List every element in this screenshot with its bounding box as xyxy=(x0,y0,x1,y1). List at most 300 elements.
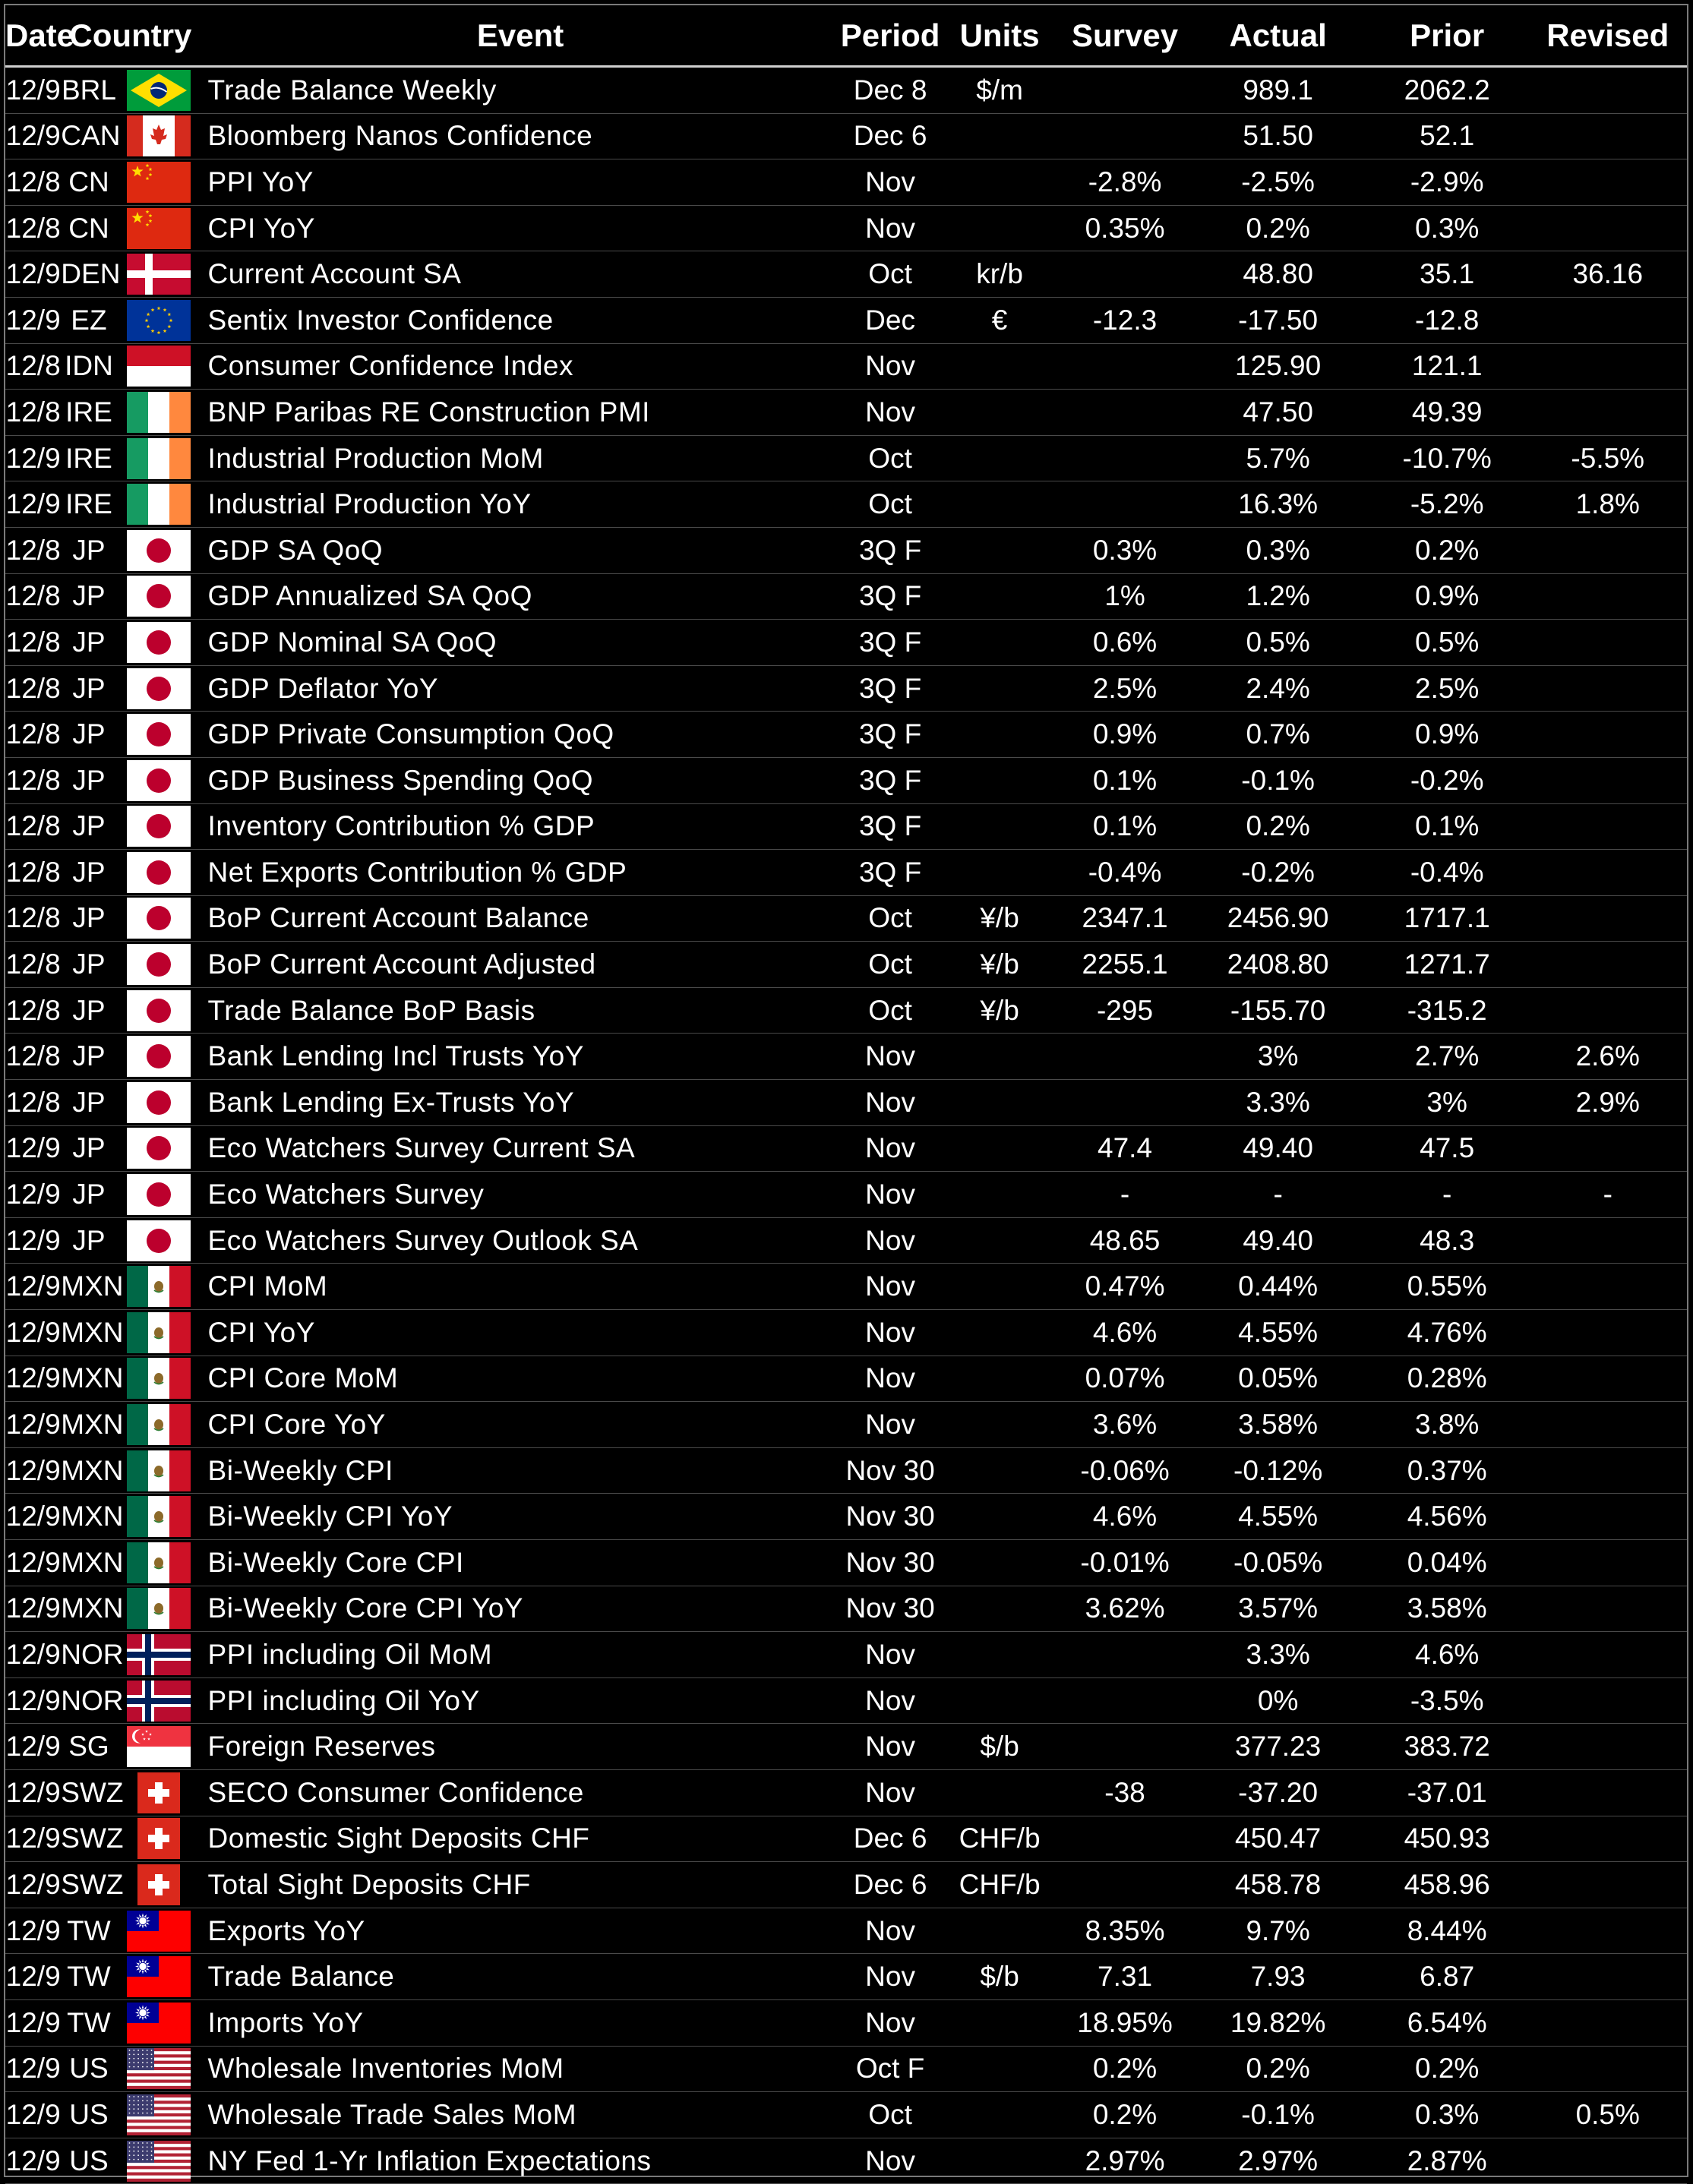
units-cell xyxy=(940,757,1060,803)
event-cell: Wholesale Inventories MoM xyxy=(201,2046,841,2092)
units-cell xyxy=(940,1356,1060,1402)
units-cell: $/m xyxy=(940,67,1060,114)
revised-cell xyxy=(1529,343,1687,390)
period-cell: Nov xyxy=(841,1172,940,1218)
flag-cell xyxy=(117,113,201,159)
ireland-flag-icon xyxy=(127,392,191,433)
country-cell: TW xyxy=(61,1954,116,2000)
period-cell: Nov xyxy=(841,1034,940,1080)
period-cell: 3Q F xyxy=(841,620,940,666)
flag-cell xyxy=(117,1816,201,1862)
period-cell: Oct xyxy=(841,942,940,988)
revised-cell xyxy=(1529,159,1687,206)
prior-cell: 1717.1 xyxy=(1366,895,1529,942)
units-cell xyxy=(940,390,1060,436)
prior-cell: 0.3% xyxy=(1366,2092,1529,2138)
date-cell: 12/8 xyxy=(5,343,61,390)
date-cell: 12/9 xyxy=(5,1494,61,1540)
revised-cell xyxy=(1529,1816,1687,1862)
usa-flag-icon xyxy=(127,2048,191,2089)
prior-cell: 47.5 xyxy=(1366,1125,1529,1172)
units-cell xyxy=(940,205,1060,251)
actual-cell: 0.05% xyxy=(1190,1356,1365,1402)
table-row xyxy=(5,757,1687,803)
revised-cell xyxy=(1529,573,1687,620)
revised-cell xyxy=(1529,1954,1687,2000)
units-cell xyxy=(940,1494,1060,1540)
table-row xyxy=(5,67,1687,114)
actual-cell: -37.20 xyxy=(1190,1769,1365,1816)
actual-cell: 0.7% xyxy=(1190,712,1365,758)
survey-cell: 47.4 xyxy=(1060,1125,1191,1172)
date-cell: 12/8 xyxy=(5,712,61,758)
taiwan-flag-icon xyxy=(127,2003,191,2044)
period-cell: Nov xyxy=(841,1356,940,1402)
country-cell: NOR xyxy=(61,1677,116,1724)
event-cell: GDP Annualized SA QoQ xyxy=(201,573,841,620)
date-cell: 12/9 xyxy=(5,2138,61,2184)
japan-flag-icon xyxy=(127,852,191,893)
country-cell: US xyxy=(61,2046,116,2092)
actual-cell: 48.80 xyxy=(1190,251,1365,298)
japan-flag-icon xyxy=(127,806,191,847)
revised-cell xyxy=(1529,1494,1687,1540)
revised-cell xyxy=(1529,113,1687,159)
revised-cell xyxy=(1529,1586,1687,1632)
units-cell: $/b xyxy=(940,1724,1060,1770)
date-cell: 12/8 xyxy=(5,803,61,850)
singapore-flag-icon xyxy=(127,1726,191,1767)
actual-cell: -155.70 xyxy=(1190,987,1365,1034)
survey-cell: 4.6% xyxy=(1060,1310,1191,1356)
prior-cell: 0.1% xyxy=(1366,803,1529,850)
actual-cell: 458.78 xyxy=(1190,1862,1365,1908)
revised-cell xyxy=(1529,1677,1687,1724)
survey-cell: 0.47% xyxy=(1060,1264,1191,1310)
revised-cell xyxy=(1529,1402,1687,1448)
country-cell: MXN xyxy=(61,1447,116,1494)
actual-cell: 7.93 xyxy=(1190,1954,1365,2000)
units-cell: $/b xyxy=(940,1954,1060,2000)
flag-cell xyxy=(117,620,201,666)
prior-cell: 1271.7 xyxy=(1366,942,1529,988)
event-cell: Industrial Production YoY xyxy=(201,481,841,528)
flag-cell xyxy=(117,665,201,712)
table-row xyxy=(5,2138,1687,2184)
flag-cell xyxy=(117,1724,201,1770)
date-cell: 12/9 xyxy=(5,251,61,298)
japan-flag-icon xyxy=(127,530,191,571)
country-cell: JP xyxy=(61,1034,116,1080)
date-cell: 12/9 xyxy=(5,1769,61,1816)
event-cell: Trade Balance Weekly xyxy=(201,67,841,114)
units-cell: kr/b xyxy=(940,251,1060,298)
revised-cell xyxy=(1529,757,1687,803)
ireland-flag-icon xyxy=(127,438,191,479)
date-cell: 12/9 xyxy=(5,113,61,159)
flag-cell xyxy=(117,1954,201,2000)
survey-cell: - xyxy=(1060,1172,1191,1218)
actual-cell: 49.40 xyxy=(1190,1125,1365,1172)
table-row xyxy=(5,712,1687,758)
prior-cell: 2.87% xyxy=(1366,2138,1529,2184)
prior-cell: -10.7% xyxy=(1366,435,1529,481)
revised-cell xyxy=(1529,1862,1687,1908)
actual-cell: 0% xyxy=(1190,1677,1365,1724)
prior-cell: 0.2% xyxy=(1366,2046,1529,2092)
event-cell: Eco Watchers Survey Current SA xyxy=(201,1125,841,1172)
survey-cell: 2.97% xyxy=(1060,2138,1191,2184)
flag-cell xyxy=(117,1080,201,1126)
actual-cell: 0.2% xyxy=(1190,2046,1365,2092)
units-cell: ¥/b xyxy=(940,987,1060,1034)
prior-cell: 0.3% xyxy=(1366,205,1529,251)
revised-cell xyxy=(1529,803,1687,850)
taiwan-flag-icon xyxy=(127,1956,191,1997)
table-row xyxy=(5,1447,1687,1494)
event-cell: GDP Deflator YoY xyxy=(201,665,841,712)
event-cell: PPI YoY xyxy=(201,159,841,206)
event-cell: Total Sight Deposits CHF xyxy=(201,1862,841,1908)
actual-cell: -0.2% xyxy=(1190,850,1365,896)
table-row xyxy=(5,1862,1687,1908)
survey-cell xyxy=(1060,113,1191,159)
units-cell: ¥/b xyxy=(940,895,1060,942)
period-cell: Nov xyxy=(841,1908,940,1954)
mexico-flag-icon xyxy=(127,1358,191,1399)
country-cell: MXN xyxy=(61,1356,116,1402)
country-cell: MXN xyxy=(61,1494,116,1540)
date-cell: 12/9 xyxy=(5,2092,61,2138)
table-row xyxy=(5,343,1687,390)
event-cell: Domestic Sight Deposits CHF xyxy=(201,1816,841,1862)
japan-flag-icon xyxy=(127,714,191,755)
date-cell: 12/8 xyxy=(5,159,61,206)
denmark-flag-icon xyxy=(127,254,191,295)
revised-cell xyxy=(1529,1540,1687,1586)
actual-cell: 51.50 xyxy=(1190,113,1365,159)
date-cell: 12/9 xyxy=(5,1816,61,1862)
flag-cell xyxy=(117,2046,201,2092)
prior-cell: 4.76% xyxy=(1366,1310,1529,1356)
country-cell: BRL xyxy=(61,67,116,114)
event-cell: Eco Watchers Survey xyxy=(201,1172,841,1218)
event-cell: Wholesale Trade Sales MoM xyxy=(201,2092,841,2138)
survey-cell xyxy=(1060,1034,1191,1080)
date-cell: 12/9 xyxy=(5,1999,61,2046)
revised-cell xyxy=(1529,620,1687,666)
survey-cell: 0.6% xyxy=(1060,620,1191,666)
period-cell: 3Q F xyxy=(841,803,940,850)
date-cell: 12/8 xyxy=(5,942,61,988)
prior-cell: 3% xyxy=(1366,1080,1529,1126)
period-cell: Oct xyxy=(841,481,940,528)
actual-cell: 377.23 xyxy=(1190,1724,1365,1770)
units-cell: CHF/b xyxy=(940,1862,1060,1908)
revised-cell xyxy=(1529,67,1687,114)
flag-cell xyxy=(117,1264,201,1310)
header-survey: Survey xyxy=(1060,5,1191,67)
usa-flag-icon xyxy=(127,2141,191,2182)
switzerland-flag-icon xyxy=(127,1864,191,1905)
prior-cell: 458.96 xyxy=(1366,1862,1529,1908)
actual-cell: 4.55% xyxy=(1190,1310,1365,1356)
revised-cell xyxy=(1529,1125,1687,1172)
table-row xyxy=(5,1724,1687,1770)
table-row xyxy=(5,1769,1687,1816)
flag-cell xyxy=(117,159,201,206)
actual-cell: 2.4% xyxy=(1190,665,1365,712)
survey-cell: -0.4% xyxy=(1060,850,1191,896)
table-row xyxy=(5,1034,1687,1080)
survey-cell: 48.65 xyxy=(1060,1217,1191,1264)
units-cell xyxy=(940,850,1060,896)
units-cell xyxy=(940,665,1060,712)
survey-cell xyxy=(1060,1677,1191,1724)
ireland-flag-icon xyxy=(127,484,191,525)
table-row xyxy=(5,159,1687,206)
table-row xyxy=(5,297,1687,343)
units-cell xyxy=(940,1999,1060,2046)
period-cell: Dec 8 xyxy=(841,67,940,114)
event-cell: CPI Core YoY xyxy=(201,1402,841,1448)
actual-cell: 2408.80 xyxy=(1190,942,1365,988)
japan-flag-icon xyxy=(127,1128,191,1169)
units-cell xyxy=(940,1080,1060,1126)
flag-cell xyxy=(117,390,201,436)
flag-cell xyxy=(117,1125,201,1172)
event-cell: CPI YoY xyxy=(201,205,841,251)
period-cell: Oct xyxy=(841,251,940,298)
revised-cell xyxy=(1529,1264,1687,1310)
table-row xyxy=(5,481,1687,528)
flag-cell xyxy=(117,1540,201,1586)
date-cell: 12/9 xyxy=(5,2046,61,2092)
event-cell: GDP Business Spending QoQ xyxy=(201,757,841,803)
prior-cell: 0.37% xyxy=(1366,1447,1529,1494)
flag-cell xyxy=(117,1217,201,1264)
survey-cell xyxy=(1060,343,1191,390)
prior-cell: -12.8 xyxy=(1366,297,1529,343)
country-cell: US xyxy=(61,2138,116,2184)
table-row xyxy=(5,1402,1687,1448)
event-cell: Industrial Production MoM xyxy=(201,435,841,481)
mexico-flag-icon xyxy=(127,1404,191,1445)
flag-cell xyxy=(117,757,201,803)
date-cell: 12/9 xyxy=(5,1862,61,1908)
japan-flag-icon xyxy=(127,1220,191,1261)
period-cell: Nov 30 xyxy=(841,1447,940,1494)
event-cell: Trade Balance BoP Basis xyxy=(201,987,841,1034)
header-prior: Prior xyxy=(1366,5,1529,67)
period-cell: Nov xyxy=(841,1402,940,1448)
prior-cell: 450.93 xyxy=(1366,1816,1529,1862)
table-row xyxy=(5,1999,1687,2046)
period-cell: 3Q F xyxy=(841,712,940,758)
brazil-flag-icon xyxy=(127,70,191,111)
survey-cell xyxy=(1060,435,1191,481)
units-cell xyxy=(940,1677,1060,1724)
japan-flag-icon xyxy=(127,668,191,709)
period-cell: Nov xyxy=(841,343,940,390)
survey-cell xyxy=(1060,1816,1191,1862)
table-row xyxy=(5,1540,1687,1586)
date-cell: 12/9 xyxy=(5,1540,61,1586)
prior-cell: 4.56% xyxy=(1366,1494,1529,1540)
table-row xyxy=(5,665,1687,712)
units-cell xyxy=(940,2092,1060,2138)
actual-cell: 0.2% xyxy=(1190,205,1365,251)
survey-cell: 0.35% xyxy=(1060,205,1191,251)
period-cell: Nov xyxy=(841,1724,940,1770)
survey-cell xyxy=(1060,67,1191,114)
table-row xyxy=(5,1586,1687,1632)
revised-cell: - xyxy=(1529,1172,1687,1218)
revised-cell: 2.9% xyxy=(1529,1080,1687,1126)
date-cell: 12/8 xyxy=(5,1034,61,1080)
country-cell: JP xyxy=(61,573,116,620)
units-cell xyxy=(940,1908,1060,1954)
actual-cell: 125.90 xyxy=(1190,343,1365,390)
units-cell xyxy=(940,1034,1060,1080)
survey-cell: 1% xyxy=(1060,573,1191,620)
event-cell: PPI including Oil YoY xyxy=(201,1677,841,1724)
country-cell: JP xyxy=(61,1125,116,1172)
units-cell: CHF/b xyxy=(940,1816,1060,1862)
revised-cell xyxy=(1529,1632,1687,1678)
country-cell: SWZ xyxy=(61,1816,116,1862)
actual-cell: 3.3% xyxy=(1190,1632,1365,1678)
prior-cell: 383.72 xyxy=(1366,1724,1529,1770)
units-cell xyxy=(940,2138,1060,2184)
date-cell: 12/9 xyxy=(5,1954,61,2000)
country-cell: NOR xyxy=(61,1632,116,1678)
survey-cell xyxy=(1060,1724,1191,1770)
country-cell: SWZ xyxy=(61,1769,116,1816)
prior-cell: 0.9% xyxy=(1366,712,1529,758)
flag-cell xyxy=(117,1402,201,1448)
event-cell: Consumer Confidence Index xyxy=(201,343,841,390)
period-cell: Nov xyxy=(841,390,940,436)
date-cell: 12/9 xyxy=(5,1447,61,1494)
survey-cell: -0.06% xyxy=(1060,1447,1191,1494)
survey-cell: 2347.1 xyxy=(1060,895,1191,942)
units-cell xyxy=(940,1769,1060,1816)
flag-cell xyxy=(117,527,201,573)
survey-cell: 0.1% xyxy=(1060,757,1191,803)
survey-cell xyxy=(1060,1632,1191,1678)
revised-cell xyxy=(1529,1908,1687,1954)
units-cell xyxy=(940,1447,1060,1494)
date-cell: 12/9 xyxy=(5,1677,61,1724)
prior-cell: 6.54% xyxy=(1366,1999,1529,2046)
actual-cell: 0.44% xyxy=(1190,1264,1365,1310)
units-cell xyxy=(940,481,1060,528)
prior-cell: -3.5% xyxy=(1366,1677,1529,1724)
event-cell: SECO Consumer Confidence xyxy=(201,1769,841,1816)
period-cell: Oct xyxy=(841,435,940,481)
units-cell xyxy=(940,1217,1060,1264)
survey-cell: 4.6% xyxy=(1060,1494,1191,1540)
indonesia-flag-icon xyxy=(127,346,191,387)
country-cell: CN xyxy=(61,159,116,206)
survey-cell: -12.3 xyxy=(1060,297,1191,343)
event-cell: Bi-Weekly CPI xyxy=(201,1447,841,1494)
date-cell: 12/8 xyxy=(5,757,61,803)
flag-cell xyxy=(117,850,201,896)
period-cell: Oct xyxy=(841,895,940,942)
table-row xyxy=(5,1908,1687,1954)
country-cell: JP xyxy=(61,712,116,758)
survey-cell xyxy=(1060,1080,1191,1126)
flag-cell xyxy=(117,481,201,528)
usa-flag-icon xyxy=(127,2094,191,2135)
table-row xyxy=(5,895,1687,942)
units-cell xyxy=(940,527,1060,573)
event-cell: GDP Nominal SA QoQ xyxy=(201,620,841,666)
country-cell: DEN xyxy=(61,251,116,298)
country-cell: IDN xyxy=(61,343,116,390)
prior-cell: 121.1 xyxy=(1366,343,1529,390)
flag-cell xyxy=(117,1310,201,1356)
prior-cell: 52.1 xyxy=(1366,113,1529,159)
period-cell: Nov xyxy=(841,1080,940,1126)
date-cell: 12/9 xyxy=(5,1586,61,1632)
prior-cell: 0.5% xyxy=(1366,620,1529,666)
revised-cell: 1.8% xyxy=(1529,481,1687,528)
flag-cell xyxy=(117,1586,201,1632)
actual-cell: -17.50 xyxy=(1190,297,1365,343)
period-cell: Dec xyxy=(841,297,940,343)
survey-cell: 0.1% xyxy=(1060,803,1191,850)
country-cell: JP xyxy=(61,942,116,988)
mexico-flag-icon xyxy=(127,1266,191,1307)
survey-cell xyxy=(1060,390,1191,436)
prior-cell: -37.01 xyxy=(1366,1769,1529,1816)
revised-cell xyxy=(1529,1356,1687,1402)
prior-cell: 0.28% xyxy=(1366,1356,1529,1402)
event-cell: Eco Watchers Survey Outlook SA xyxy=(201,1217,841,1264)
country-cell: JP xyxy=(61,665,116,712)
date-cell: 12/9 xyxy=(5,1724,61,1770)
flag-cell xyxy=(117,343,201,390)
country-cell: IRE xyxy=(61,435,116,481)
units-cell: ¥/b xyxy=(940,942,1060,988)
actual-cell: 9.7% xyxy=(1190,1908,1365,1954)
units-cell xyxy=(940,620,1060,666)
units-cell xyxy=(940,2046,1060,2092)
japan-flag-icon xyxy=(127,990,191,1031)
flag-cell xyxy=(117,1356,201,1402)
table-row xyxy=(5,1217,1687,1264)
flag-cell xyxy=(117,712,201,758)
country-cell: MXN xyxy=(61,1540,116,1586)
period-cell: Nov 30 xyxy=(841,1494,940,1540)
event-cell: Bank Lending Ex-Trusts YoY xyxy=(201,1080,841,1126)
flag-cell xyxy=(117,1999,201,2046)
date-cell: 12/8 xyxy=(5,205,61,251)
table-body xyxy=(5,67,1687,2184)
period-cell: 3Q F xyxy=(841,850,940,896)
flag-cell xyxy=(117,2092,201,2138)
header-event: Event xyxy=(201,5,841,67)
date-cell: 12/9 xyxy=(5,1402,61,1448)
period-cell: Dec 6 xyxy=(841,113,940,159)
revised-cell xyxy=(1529,987,1687,1034)
actual-cell: - xyxy=(1190,1172,1365,1218)
mexico-flag-icon xyxy=(127,1450,191,1491)
survey-cell: -0.01% xyxy=(1060,1540,1191,1586)
